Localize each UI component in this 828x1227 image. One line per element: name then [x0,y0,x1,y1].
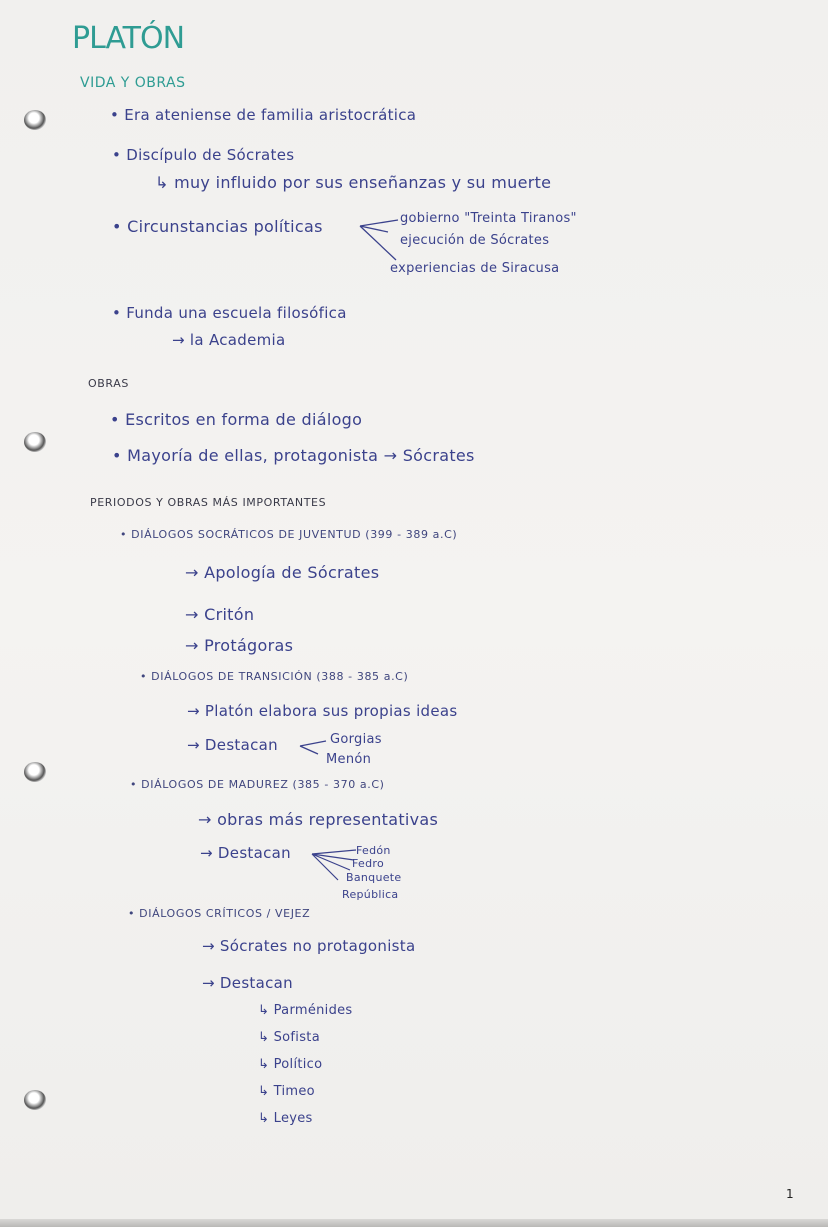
branch-item: experiencias de Siracusa [390,261,560,276]
note-line: → Destacan [202,974,293,992]
branch-item: Fedro [352,857,384,870]
branch-lines [358,214,400,264]
branch-item: ejecución de Sócrates [400,233,550,248]
page-edge [0,1219,828,1227]
note-line: • Mayoría de ellas, protagonista → Sócrates [112,446,475,465]
work-item: ↳ Leyes [258,1111,313,1126]
section-heading-obras: OBRAS [88,377,129,390]
note-line: • Discípulo de Sócrates [112,146,295,164]
work-item: ↳ Político [258,1057,323,1072]
note-line: → Destacan [200,844,291,862]
branch-item: República [342,888,399,901]
note-line: → Sócrates no protagonista [202,937,416,955]
period-heading: • DIÁLOGOS DE TRANSICIÓN (388 - 385 a.C) [140,670,409,683]
note-line: → Destacan [187,736,278,754]
work-item: → Critón [185,605,255,624]
work-item: ↳ Sofista [258,1030,320,1045]
work-item: → Apología de Sócrates [185,563,380,582]
binder-hole [24,762,46,782]
note-line: → obras más representativas [198,810,439,829]
work-item: ↳ Timeo [258,1084,315,1099]
note-subline: → la Academia [172,331,286,349]
branch-lines [298,738,328,758]
binder-hole [24,432,46,452]
binder-hole [24,110,46,130]
branch-item: Fedón [356,844,391,857]
note-line: • Era ateniense de familia aristocrática [110,106,417,124]
note-line: • Funda una escuela filosófica [112,304,347,322]
note-subline: ↳ muy influido por sus enseñanzas y su muerte [155,173,552,192]
work-item: ↳ Parménides [258,1003,353,1018]
binder-hole [24,1090,46,1110]
section-heading-periodos: PERIODOS Y OBRAS MÁS IMPORTANTES [90,496,327,509]
page-number: 1 [786,1187,794,1201]
branch-item: Menón [326,752,372,767]
branch-item: gobierno "Treinta Tiranos" [400,211,577,226]
note-line: • Circunstancias políticas [112,217,323,236]
branch-item: Gorgias [330,732,382,747]
section-heading-vida: VIDA Y OBRAS [80,75,186,91]
period-heading: • DIÁLOGOS DE MADUREZ (385 - 370 a.C) [130,778,385,791]
page-title: PLATÓN [72,21,185,56]
period-heading: • DIÁLOGOS SOCRÁTICOS DE JUVENTUD (399 - 389 a.C) [120,528,458,541]
branch-item: Banquete [346,871,402,884]
note-line: → Platón elabora sus propias ideas [187,702,458,720]
note-line: • Escritos en forma de diálogo [110,410,363,429]
period-heading: • DIÁLOGOS CRÍTICOS / VEJEZ [128,907,311,920]
work-item: → Protágoras [185,636,294,655]
